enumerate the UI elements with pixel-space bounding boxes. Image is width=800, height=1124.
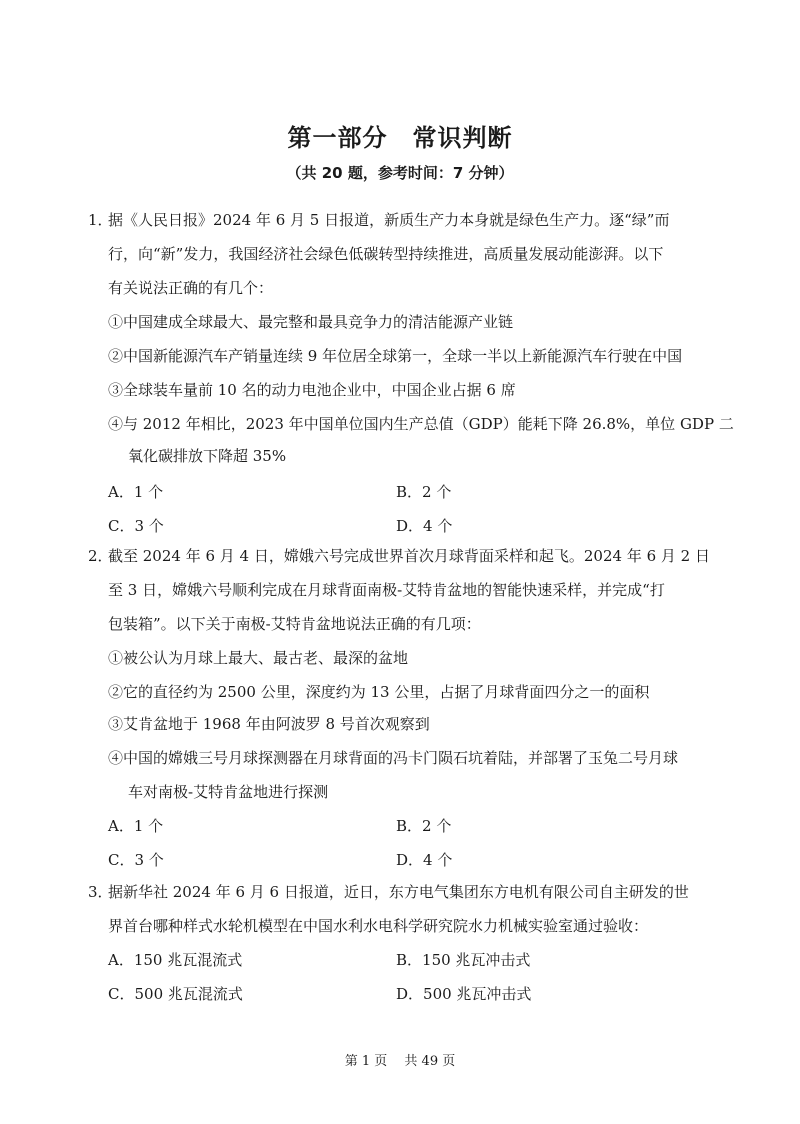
statement-continuation: 车对南极-艾特肯盆地进行探测	[128, 783, 329, 801]
page-footer: 第 1 页 共 49 页	[344, 1054, 456, 1069]
option-a[interactable]: A．150 兆瓦混流式	[108, 951, 243, 969]
option-d[interactable]: D．500 兆瓦冲击式	[396, 985, 532, 1003]
statement-continuation: 氧化碳排放下降超 35%	[128, 447, 287, 465]
question-stem-line: 有关说法正确的有几个：	[108, 279, 274, 297]
question-stem-line: 至 3 日，嫦娥六号顺利完成在月球背面南极-艾特肯盆地的智能快速采样，并完成“打	[108, 581, 665, 599]
section-subtitle: （共 20 题，参考时间：7 分钟）	[286, 164, 514, 182]
option-c[interactable]: C．3 个	[108, 851, 164, 869]
question-number: 1．	[88, 211, 113, 229]
statement: ④与 2012 年相比，2023 年中国单位国内生产总值（GDP）能耗下降 26.8%，单位 GDP 二	[108, 415, 734, 433]
section-title: 第一部分 常识判断	[287, 124, 513, 152]
question-stem-line: 截至 2024 年 6 月 4 日，嫦娥六号完成世界首次月球背面采样和起飞。2024 年 6 月 2 日	[108, 547, 710, 565]
statement: ③全球装车量前 10 名的动力电池企业中，中国企业占据 6 席	[108, 381, 516, 399]
statement: ①中国建成全球最大、最完整和最具竞争力的清洁能源产业链	[108, 313, 514, 331]
question-stem-line: 据《人民日报》2024 年 6 月 5 日报道，新质生产力本身就是绿色生产力。逐“绿”而	[108, 211, 670, 229]
statement: ③艾肯盆地于 1968 年由阿波罗 8 号首次观察到	[108, 715, 430, 733]
option-a[interactable]: A．1 个	[108, 483, 164, 501]
statement: ②中国新能源汽车产销量连续 9 年位居全球第一，全球一半以上新能源汽车行驶在中国	[108, 347, 683, 365]
option-b[interactable]: B．2 个	[396, 817, 452, 835]
question-number: 3．	[88, 883, 113, 901]
option-c[interactable]: C．500 兆瓦混流式	[108, 985, 243, 1003]
statement: ①被公认为月球上最大、最古老、最深的盆地	[108, 649, 409, 667]
question-number: 2．	[88, 547, 113, 565]
option-c[interactable]: C．3 个	[108, 517, 164, 535]
question-stem-line: 界首台哪种样式水轮机模型在中国水利水电科学研究院水力机械实验室通过验收：	[108, 917, 649, 935]
option-a[interactable]: A．1 个	[108, 817, 164, 835]
option-d[interactable]: D．4 个	[396, 851, 453, 869]
question-stem-line: 行，向“新”发力，我国经济社会绿色低碳转型持续推进，高质量发展动能澎湃。以下	[108, 245, 664, 263]
question-stem-line: 包装箱”。以下关于南极-艾特肯盆地说法正确的有几项：	[108, 615, 481, 633]
statement: ④中国的嫦娥三号月球探测器在月球背面的冯卡门陨石坑着陆，并部署了玉兔二号月球	[108, 749, 679, 767]
option-d[interactable]: D．4 个	[396, 517, 453, 535]
statement: ②它的直径约为 2500 公里，深度约为 13 公里，占据了月球背面四分之一的面积	[108, 683, 650, 701]
option-b[interactable]: B．2 个	[396, 483, 452, 501]
option-b[interactable]: B．150 兆瓦冲击式	[396, 951, 531, 969]
question-stem-line: 据新华社 2024 年 6 月 6 日报道，近日，东方电气集团东方电机有限公司自主研发的世	[108, 883, 689, 901]
